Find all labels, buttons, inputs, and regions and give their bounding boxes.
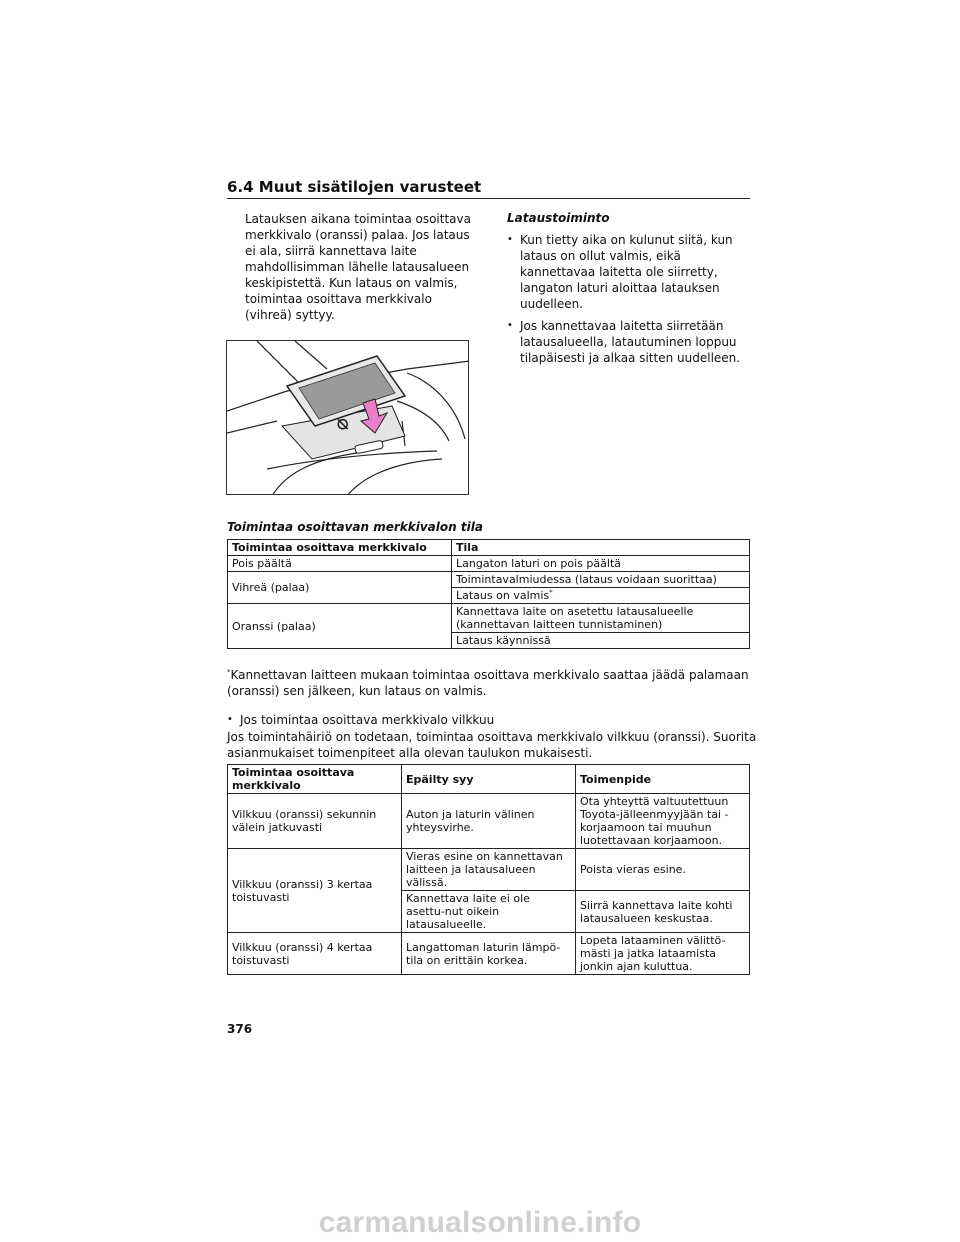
- footnote-text: Kannettavan laitteen mukaan toimintaa osoittava merkkivalo saattaa jäädä palamaan (oranssi) sen jälkeen, kun lataus on valmis.: [227, 668, 749, 698]
- table-cell: Siirrä kannettava laite kohti latausalueen keskustaa.: [576, 891, 750, 933]
- table-cell: Kannettava laite on asetettu latausalueelle (kannettavan laitteen tunnistaminen): [452, 604, 750, 633]
- table-header: Toimintaa osoittava merkkivalo: [228, 765, 402, 794]
- table-row: [228, 794, 750, 849]
- charging-function-heading: Lataustoiminto: [507, 211, 610, 225]
- footnote: [227, 667, 757, 699]
- cell-text: Lataus on valmis: [456, 589, 550, 602]
- table-cell: Langattoman laturin lämpö-tila on erittäin korkea.: [402, 933, 576, 975]
- table-cell: Vieras esine on kannettavan laitteen ja latausalueen välissä.: [402, 849, 576, 891]
- table-cell: Vilkkuu (oranssi) 4 kertaa toistuvasti: [228, 933, 402, 975]
- footnote-marker: *: [227, 668, 231, 676]
- wireless-charger-illustration: [226, 340, 469, 495]
- footnote-marker: *: [549, 588, 553, 597]
- table-cell: Auton ja laturin välinen yhteysvirhe.: [402, 794, 576, 849]
- table-cell: Kannettava laite ei ole asettu-nut oikein latausalueelle.: [402, 891, 576, 933]
- status-table: [227, 539, 750, 649]
- table-cell: Toimintavalmiudessa (lataus voidaan suorittaa): [452, 572, 750, 588]
- table-cell: Vihreä (palaa): [228, 572, 452, 604]
- table-cell: Lopeta lataaminen välittö-mästi ja jatka lataamista jonkin ajan kuluttua.: [576, 933, 750, 975]
- table-header: Tila: [452, 540, 750, 556]
- table-header: Epäilty syy: [402, 765, 576, 794]
- charging-bullet-2: • Jos kannettavaa laitetta siirretään latausalueella, latautuminen loppuu tilapäisesti ja alkaa sitten uudelleen.: [507, 318, 750, 366]
- table-row: [228, 933, 750, 975]
- table-cell: Poista vieras esine.: [576, 849, 750, 891]
- intro-paragraph: Latauksen aikana toimintaa osoittava merkkivalo (oranssi) palaa. Jos lataus ei ala, siirrä kannettava laite mahdollisimman lähelle latausalueen keskipistettä. Kun lataus on valmis, toimintaa osoittava merkkivalo (vihreä) syttyy.: [245, 212, 471, 322]
- table-cell: Vilkkuu (oranssi) sekunnin välein jatkuvasti: [228, 794, 402, 849]
- blink-paragraph: Jos toimintahäiriö on todetaan, toimintaa osoittava merkkivalo vilkkuu (oranssi). Suorita asianmukaiset toimenpiteet alla olevan taulukon mukaisesti.: [227, 730, 757, 760]
- table-cell: [452, 588, 750, 604]
- table-cell: Oranssi (palaa): [228, 604, 452, 649]
- table-cell: Vilkkuu (oranssi) 3 kertaa toistuvasti: [228, 849, 402, 933]
- blink-bullet: • Jos toimintaa osoittava merkkivalo vilkkuu: [227, 712, 494, 728]
- table-cell: Langaton laturi on pois päältä: [452, 556, 750, 572]
- table-header-row: [228, 765, 750, 794]
- wireless-charge-symbol-icon: ⦰: [337, 417, 349, 433]
- table-cell: Pois päältä: [228, 556, 452, 572]
- watermark: carmanualsonline.info: [318, 1206, 642, 1239]
- table-header: Toimenpide: [576, 765, 750, 794]
- table-cell: Ota yhteyttä valtuutettuun Toyota-jälleenmyyjään tai -korjaamoon tai muuhun luotettavaan korjaamoon.: [576, 794, 750, 849]
- table-row: [228, 604, 750, 633]
- table-row: [228, 572, 750, 588]
- table-header: Toimintaa osoittava merkkivalo: [228, 540, 452, 556]
- charging-bullet-1: • Kun tietty aika on kulunut siitä, kun lataus on ollut valmis, eikä kannettavaa laitetta ole siirretty, langaton laturi aloittaa latauksen uudelleen.: [507, 232, 750, 312]
- fault-table: [227, 764, 750, 975]
- charging-function-section: [507, 210, 750, 366]
- table-row: [228, 849, 750, 891]
- table-row: [228, 556, 750, 572]
- section-title: 6.4 Muut sisätilojen varusteet: [227, 178, 482, 196]
- charger-drawing: [227, 341, 469, 495]
- page-number: 376: [227, 1022, 253, 1036]
- table-header-row: [228, 540, 750, 556]
- table-cell: Lataus käynnissä: [452, 633, 750, 649]
- title-divider: [227, 198, 750, 199]
- status-table-title: Toimintaa osoittavan merkkivalon tila: [227, 520, 483, 534]
